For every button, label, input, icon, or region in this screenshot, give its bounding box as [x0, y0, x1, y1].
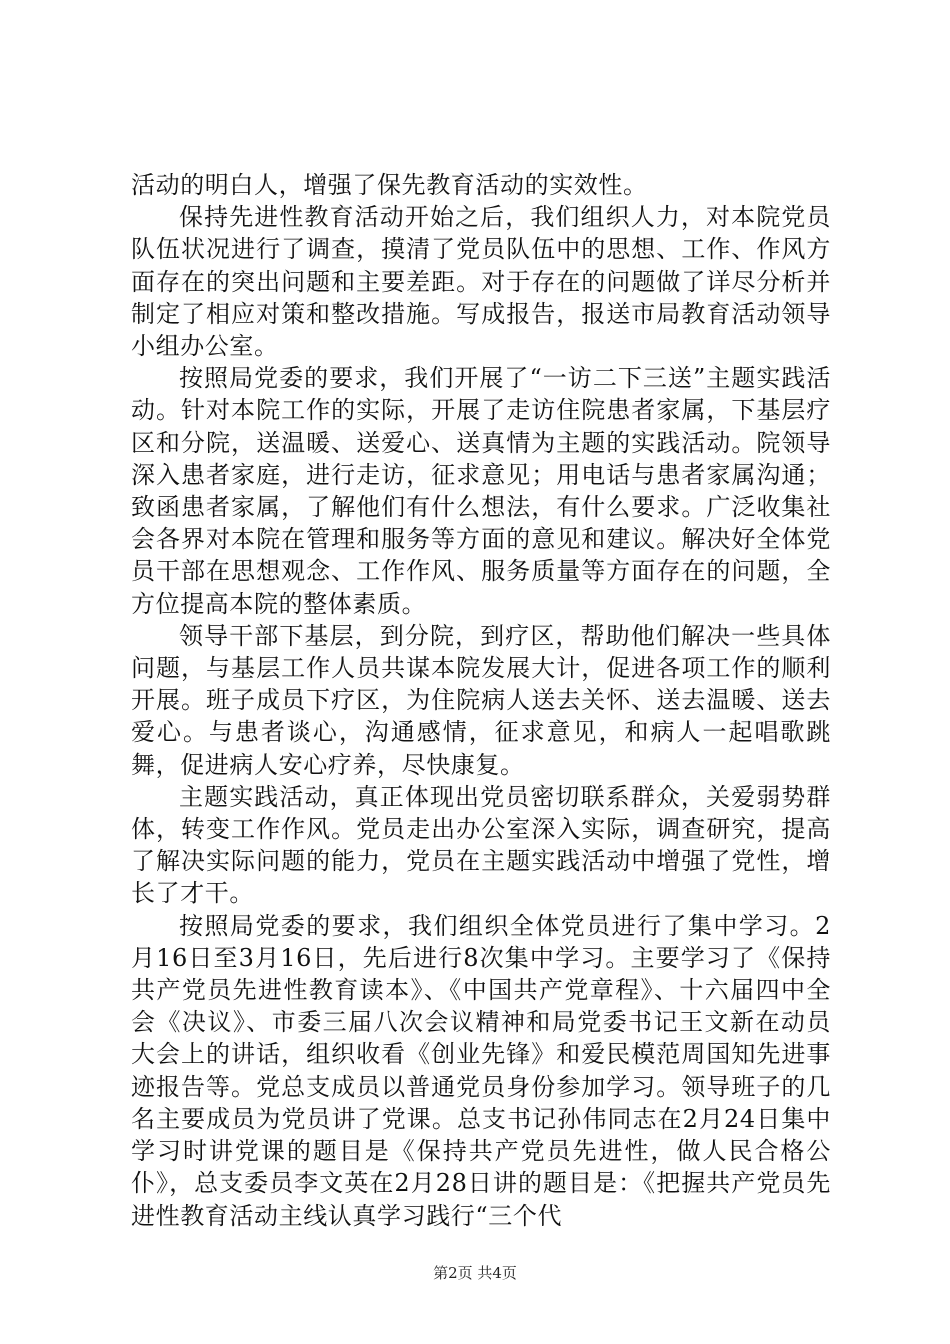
paragraph-continuation: 活动的明白人，增强了保先教育活动的实效性。: [131, 171, 648, 199]
page-number-footer: 第2页 共4页: [433, 1264, 517, 1282]
document-body: [131, 169, 831, 1232]
paragraph: 保持先进性教育活动开始之后，我们组织人力，对本院党员队伍状况进行了调查，摸清了党员队伍中的思想、工作、作风方面存在的突出问题和主要差距。对于存在的问题做了详尽分析并制定了相应对策和整改措施。写成报告，报送市局教育活动领导小组办公室。: [131, 203, 831, 361]
paragraph: 按照局党委的要求，我们开展了“一访二下三送”主题实践活动。针对本院工作的实际，开展了走访住院患者家属，下基层疗区和分院，送温暖、送爱心、送真情为主题的实践活动。院领导深入患者家庭，进行走访，征求意见；用电话与患者家属沟通；致函患者家属，了解他们有什么想法，有什么要求。广泛收集社会各界对本院在管理和服务等方面的意见和建议。解决好全体党员干部在思想观念、工作作风、服务质量等方面存在的问题，全方位提高本院的整体素质。: [131, 364, 831, 618]
paragraph: 主题实践活动，真正体现出党员密切联系群众，关爱弱势群体，转变工作作风。党员走出办公室深入实际，调查研究，提高了解决实际问题的能力，党员在主题实践活动中增强了党性，增长了才干。: [131, 782, 831, 908]
paragraph: 领导干部下基层，到分院，到疗区，帮助他们解决一些具体问题，与基层工作人员共谋本院发展大计，促进各项工作的顺利开展。班子成员下疗区，为住院病人送去关怀、送去温暖、送去爱心。与患者谈心，沟通感情，征求意见，和病人一起唱歌跳舞，促进病人安心疗养，尽快康复。: [131, 621, 831, 779]
paragraph: 按照局党委的要求，我们组织全体党员进行了集中学习。2月16日至3月16日，先后进行8次集中学习。主要学习了《保持共产党员先进性教育读本》、《中国共产党章程》、十六届四中全会《决议》、市委三届八次会议精神和局党委书记王文新在动员大会上的讲话，组织收看《创业先锋》和爱民模范周国知先进事迹报告等。党总支成员以普通党员身份参加学习。领导班子的几名主要成员为党员讲了党课。总支书记孙伟同志在2月24日集中学习时讲党课的题目是《保持共产党员先进性，做人民合格公仆》，总支委员李文英在2月28日讲的题目是：《把握共产党员先进性教育活动主线认真学习践行“三个代: [131, 911, 831, 1230]
